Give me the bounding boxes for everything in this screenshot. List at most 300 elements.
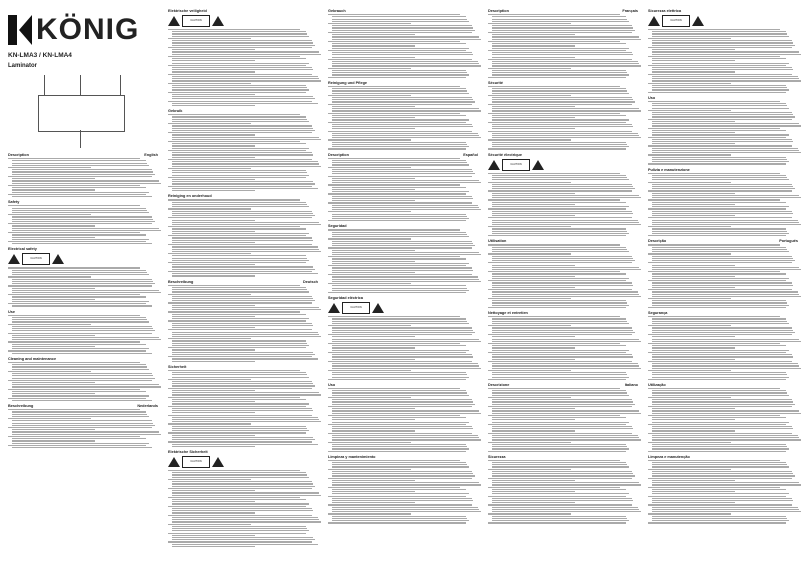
text-line	[332, 417, 466, 418]
text-line	[332, 437, 479, 438]
text-line	[172, 213, 313, 214]
text-line	[12, 163, 147, 164]
text-line	[652, 395, 789, 396]
text-line	[488, 253, 571, 254]
text-line	[492, 175, 626, 176]
text-line	[12, 348, 149, 349]
text-line	[332, 276, 478, 277]
text-line	[492, 260, 635, 261]
text-line	[492, 211, 632, 212]
text-line	[492, 177, 627, 178]
text-line	[12, 447, 152, 448]
text-line	[172, 512, 255, 513]
text-line	[488, 451, 626, 452]
section-heading: Nettoyage et entretien	[488, 311, 528, 316]
text-line	[332, 101, 475, 102]
text-line	[332, 446, 467, 447]
text-line	[488, 68, 571, 69]
text-line	[12, 400, 152, 401]
text-line	[8, 341, 140, 342]
warning-triangle-icon	[212, 457, 224, 467]
text-line	[332, 146, 469, 147]
warning-triangle-icon	[8, 254, 20, 264]
text-line	[652, 231, 787, 232]
text-line	[492, 249, 627, 250]
text-line	[652, 480, 735, 481]
text-line	[328, 220, 466, 221]
text-line	[8, 409, 140, 410]
text-line	[332, 356, 473, 357]
text-line	[648, 190, 792, 191]
text-line	[492, 273, 626, 274]
text-line	[492, 251, 629, 252]
text-line	[652, 500, 793, 501]
text-line	[12, 174, 155, 175]
text-line	[332, 363, 478, 364]
text-line	[648, 110, 731, 111]
text-line	[332, 290, 469, 291]
text-line	[172, 40, 312, 41]
text-line	[652, 426, 792, 427]
text-line	[168, 208, 251, 209]
text-line	[168, 423, 251, 424]
text-line	[492, 410, 639, 411]
laminator-outline	[38, 95, 125, 132]
text-line	[172, 417, 318, 418]
text-line	[168, 150, 306, 151]
text-line	[12, 192, 149, 193]
text-line	[328, 68, 411, 69]
text-line	[652, 516, 786, 517]
text-line	[652, 175, 786, 176]
text-line	[488, 262, 632, 263]
text-line	[168, 515, 312, 516]
text-line	[332, 252, 479, 253]
text-line	[488, 522, 626, 523]
text-line	[172, 183, 315, 184]
text-line	[328, 433, 472, 434]
text-line	[652, 87, 787, 88]
text-line	[8, 232, 140, 233]
text-line	[328, 334, 472, 335]
text-line	[328, 424, 466, 425]
warning-triangle-icon	[212, 16, 224, 26]
text-line	[172, 510, 313, 511]
text-line	[172, 148, 309, 149]
text-line	[328, 148, 466, 149]
text-line	[492, 39, 641, 40]
text-line	[652, 103, 786, 104]
warning-triangle-icon	[692, 16, 704, 26]
text-line	[172, 163, 319, 164]
section-heading: Use	[8, 309, 15, 314]
text-line	[12, 429, 95, 430]
text-line	[652, 350, 789, 351]
text-line	[652, 417, 786, 418]
text-line	[648, 235, 786, 236]
text-line	[328, 202, 472, 203]
text-line	[168, 370, 300, 371]
text-line	[332, 169, 472, 170]
text-line	[652, 222, 799, 223]
text-line	[332, 207, 479, 208]
text-line	[652, 330, 793, 331]
text-line	[8, 362, 140, 363]
text-line	[332, 520, 469, 521]
text-line	[492, 45, 575, 46]
text-line	[332, 347, 415, 348]
text-line	[172, 275, 255, 276]
text-line	[172, 521, 321, 522]
text-line	[652, 51, 799, 52]
text-line	[168, 123, 251, 124]
text-line	[652, 220, 798, 221]
text-line	[492, 233, 629, 234]
text-line	[492, 124, 632, 125]
text-line	[172, 69, 313, 70]
text-line	[492, 332, 635, 333]
text-line	[168, 406, 306, 407]
text-line	[172, 224, 321, 225]
section-heading: Elektrische Sicherheit	[168, 449, 208, 454]
text-line	[328, 415, 460, 416]
text-line	[652, 121, 735, 122]
text-line	[172, 181, 313, 182]
text-line	[172, 269, 315, 270]
text-line	[12, 337, 159, 338]
text-line	[332, 133, 478, 134]
text-line	[168, 294, 251, 295]
text-line	[332, 254, 481, 255]
text-line	[332, 341, 481, 342]
text-line	[648, 226, 731, 227]
text-line	[12, 395, 149, 396]
text-line	[12, 225, 95, 226]
text-line	[172, 273, 318, 274]
text-line	[332, 205, 478, 206]
text-line	[172, 412, 255, 413]
text-line	[168, 114, 300, 115]
text-line	[492, 482, 639, 483]
text-line	[168, 159, 312, 160]
text-line	[332, 70, 466, 71]
text-line	[12, 440, 95, 441]
text-line	[332, 464, 467, 465]
text-line	[652, 430, 735, 431]
text-line	[8, 214, 91, 215]
text-line	[8, 350, 146, 351]
text-line	[172, 233, 309, 234]
text-line	[8, 315, 140, 316]
text-line	[332, 272, 415, 273]
text-line	[492, 74, 629, 75]
text-line	[488, 280, 626, 281]
text-line	[652, 327, 792, 328]
warning-triangle-icon	[488, 160, 500, 170]
text-line	[492, 57, 575, 58]
text-line	[492, 108, 639, 109]
text-line	[328, 292, 466, 293]
text-line	[492, 480, 575, 481]
text-line	[172, 477, 309, 478]
text-line	[332, 448, 469, 449]
text-line	[492, 88, 626, 89]
text-line	[652, 159, 787, 160]
text-line	[172, 486, 315, 487]
text-line	[652, 354, 792, 355]
text-line	[12, 270, 146, 271]
text-line	[172, 385, 315, 386]
text-line	[12, 384, 159, 385]
text-line	[652, 67, 792, 68]
text-line	[652, 177, 787, 178]
text-line	[652, 305, 789, 306]
text-line	[12, 443, 149, 444]
text-line	[652, 439, 801, 440]
text-line	[492, 318, 626, 319]
text-line	[492, 518, 627, 519]
text-line	[172, 539, 315, 540]
text-line	[648, 334, 792, 335]
text-line	[172, 98, 315, 99]
text-line	[492, 448, 629, 449]
text-line	[12, 411, 146, 412]
text-line	[12, 283, 155, 284]
text-line	[492, 142, 626, 143]
text-line	[492, 282, 632, 283]
text-line	[8, 285, 152, 286]
text-line	[652, 233, 789, 234]
text-line	[168, 320, 306, 321]
text-line	[652, 345, 786, 346]
text-line	[492, 224, 641, 225]
text-line	[332, 115, 466, 116]
text-line	[332, 281, 481, 282]
text-line	[648, 451, 786, 452]
text-line	[492, 365, 639, 366]
text-line	[332, 30, 475, 31]
text-line	[332, 250, 415, 251]
text-line	[648, 92, 786, 93]
text-line	[332, 16, 466, 17]
warning-triangle-icon	[648, 16, 660, 26]
text-line	[12, 317, 146, 318]
text-line	[172, 439, 315, 440]
text-line	[12, 423, 153, 424]
text-line	[652, 359, 735, 360]
text-line	[648, 522, 786, 523]
text-line	[172, 204, 307, 205]
text-line	[652, 489, 786, 490]
text-line	[652, 150, 799, 151]
text-line	[168, 132, 312, 133]
text-line	[332, 466, 469, 467]
text-line	[172, 166, 321, 167]
text-line	[328, 139, 411, 140]
text-line	[652, 184, 792, 185]
text-line	[652, 296, 801, 297]
text-line	[488, 433, 632, 434]
text-line	[652, 152, 801, 153]
text-line	[172, 287, 306, 288]
text-line	[652, 347, 735, 348]
text-line	[328, 343, 460, 344]
text-line	[12, 165, 149, 166]
text-line	[488, 104, 632, 105]
text-line	[172, 383, 313, 384]
text-line	[648, 244, 780, 245]
text-line	[12, 281, 153, 282]
text-line	[168, 38, 251, 39]
text-line	[492, 146, 629, 147]
text-line	[652, 482, 799, 483]
text-line	[328, 406, 472, 407]
text-line	[168, 244, 312, 245]
text-line	[12, 353, 152, 354]
text-line	[172, 96, 313, 97]
text-line	[328, 460, 460, 461]
text-line	[652, 256, 792, 257]
text-line	[492, 444, 626, 445]
text-line	[492, 54, 633, 55]
text-line	[332, 404, 475, 405]
text-line	[652, 518, 787, 519]
text-line	[172, 105, 255, 106]
section-heading: Seguridad	[328, 224, 347, 229]
text-line	[492, 101, 635, 102]
text-line	[492, 21, 629, 22]
text-line	[332, 243, 473, 244]
text-line	[8, 398, 146, 399]
text-line	[168, 432, 306, 433]
text-line	[172, 128, 313, 129]
text-line	[8, 276, 91, 277]
text-line	[332, 128, 415, 129]
text-line	[172, 374, 307, 375]
section-heading: Cleaning and maintenance	[8, 356, 57, 361]
text-line	[652, 410, 799, 411]
text-line	[172, 526, 306, 527]
text-line	[172, 343, 307, 344]
section-heading: Gebrauch	[328, 9, 346, 13]
section-heading: Descrizione Italiano	[488, 382, 638, 387]
text-line	[652, 76, 798, 77]
section-heading: Segurança	[648, 311, 668, 316]
warning-triangle-icon	[372, 303, 384, 313]
text-line	[332, 430, 415, 431]
text-line	[172, 242, 255, 243]
text-line	[332, 401, 473, 402]
text-line	[172, 530, 309, 531]
text-line	[492, 401, 633, 402]
text-line	[12, 160, 146, 161]
text-line	[648, 325, 731, 326]
text-line	[172, 266, 313, 267]
text-line	[172, 314, 306, 315]
text-line	[8, 427, 152, 428]
text-line	[12, 299, 95, 300]
text-line	[488, 487, 620, 488]
text-line	[492, 63, 639, 64]
text-line	[12, 414, 147, 415]
text-line	[492, 258, 633, 259]
warning-triangle-icon	[52, 254, 64, 264]
warning-symbols	[648, 15, 798, 27]
text-line	[172, 307, 319, 308]
text-line	[648, 379, 786, 380]
text-line	[172, 503, 309, 504]
text-line	[172, 499, 306, 500]
text-line	[332, 180, 479, 181]
text-line	[172, 419, 319, 420]
text-line	[492, 256, 632, 257]
text-line	[12, 178, 95, 179]
text-line	[648, 460, 780, 461]
text-line	[492, 126, 633, 127]
text-line	[488, 23, 571, 24]
text-line	[328, 478, 472, 479]
text-line	[328, 41, 460, 42]
text-line	[8, 436, 140, 437]
text-line	[492, 179, 629, 180]
text-line	[488, 424, 626, 425]
text-line	[492, 34, 575, 35]
text-line	[652, 89, 789, 90]
text-line	[328, 274, 472, 275]
text-line	[652, 374, 787, 375]
text-line	[172, 354, 315, 355]
text-line	[652, 446, 787, 447]
text-line	[652, 58, 786, 59]
text-line	[652, 215, 735, 216]
text-line	[168, 311, 300, 312]
text-line	[328, 352, 466, 353]
text-line	[648, 101, 780, 102]
text-line	[12, 378, 155, 379]
text-line	[168, 488, 312, 489]
text-line	[332, 285, 466, 286]
text-line	[652, 130, 786, 131]
text-line	[172, 519, 319, 520]
text-line	[12, 366, 147, 367]
text-line	[648, 316, 780, 317]
text-line	[492, 285, 633, 286]
text-line	[492, 419, 575, 420]
text-line	[492, 437, 639, 438]
text-line	[172, 231, 255, 232]
text-line	[332, 34, 415, 35]
text-line	[652, 206, 789, 207]
text-line	[492, 511, 641, 512]
text-line	[172, 340, 306, 341]
text-line	[652, 54, 801, 55]
text-line	[492, 110, 641, 111]
text-line	[492, 347, 575, 348]
text-line	[332, 339, 479, 340]
text-line	[488, 370, 571, 371]
text-line	[492, 267, 639, 268]
text-line	[332, 354, 472, 355]
warning-symbols	[168, 456, 318, 468]
text-line	[492, 184, 632, 185]
text-line	[12, 364, 146, 365]
text-line	[652, 321, 787, 322]
text-line	[652, 339, 799, 340]
text-line	[172, 481, 312, 482]
text-line	[492, 278, 629, 279]
text-line	[652, 448, 789, 449]
text-line	[492, 475, 635, 476]
